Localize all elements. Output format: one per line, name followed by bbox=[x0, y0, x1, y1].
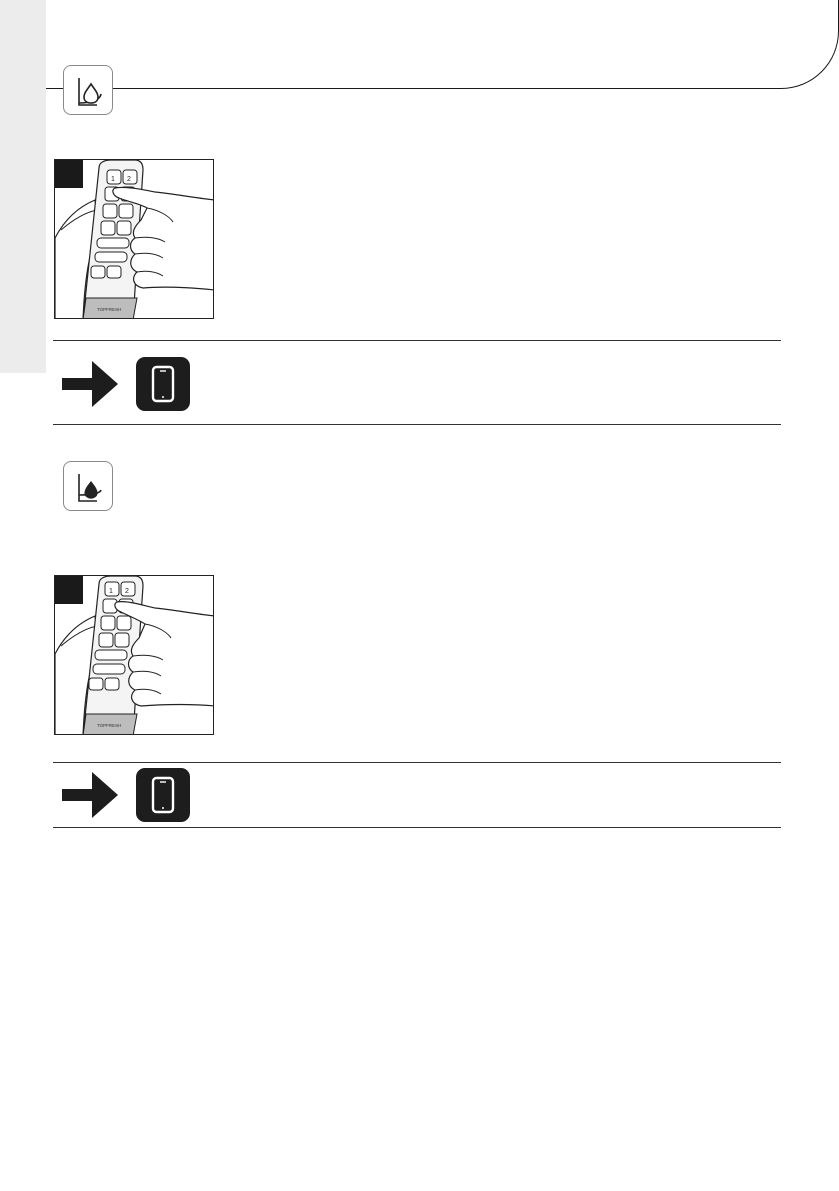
section-divider bbox=[53, 340, 781, 341]
section-divider bbox=[53, 827, 781, 828]
remote-brand-label: TOPFRESH bbox=[97, 307, 122, 312]
bidet-water-drop-icon bbox=[63, 461, 113, 511]
section-divider bbox=[53, 424, 781, 425]
arrow-right-icon bbox=[62, 361, 118, 407]
remote-control-hand-press-illustration bbox=[54, 575, 214, 735]
bidet-water-drop-icon bbox=[63, 65, 113, 115]
smartphone-icon bbox=[136, 357, 190, 411]
remote-key-2: 2 bbox=[127, 176, 131, 183]
step-badge bbox=[55, 160, 83, 188]
page-frame-line bbox=[46, 0, 839, 89]
remote-key-1: 1 bbox=[111, 176, 115, 183]
smartphone-icon bbox=[136, 768, 190, 822]
remote-key-2: 2 bbox=[125, 588, 129, 595]
arrow-right-icon bbox=[62, 772, 118, 818]
remote-control-hand-press-illustration bbox=[54, 159, 214, 319]
step-badge bbox=[55, 576, 83, 604]
remote-brand-label: TOPFRESH bbox=[97, 723, 122, 728]
remote-key-1: 1 bbox=[109, 588, 113, 595]
side-tab bbox=[0, 0, 46, 373]
section-divider bbox=[53, 762, 781, 763]
